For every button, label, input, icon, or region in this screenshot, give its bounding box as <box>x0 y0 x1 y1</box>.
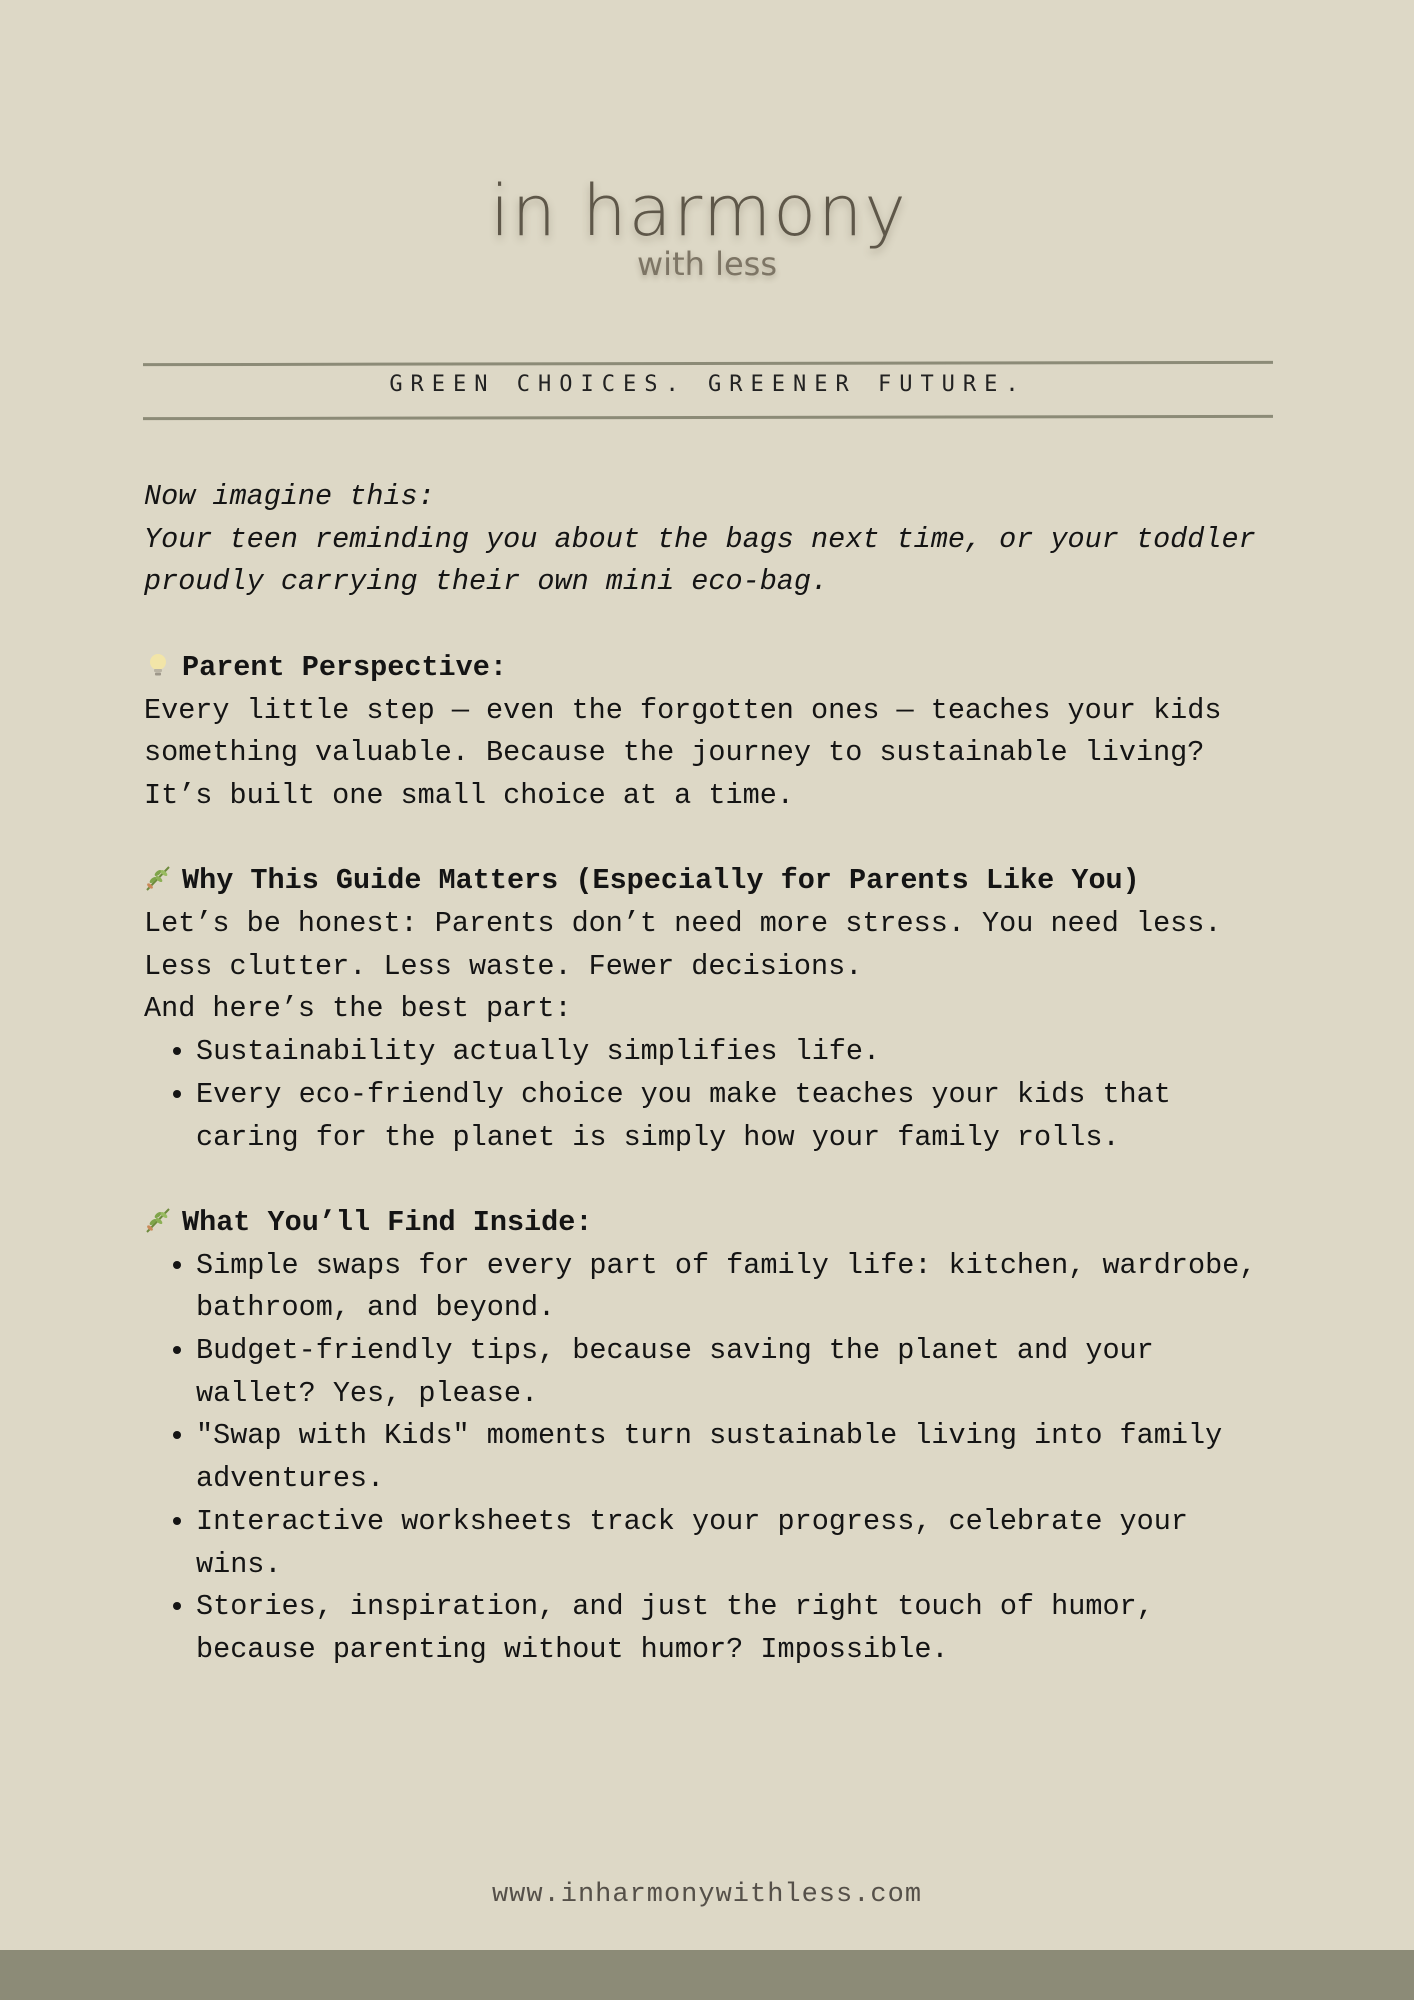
parent-perspective-body: Every little step — even the forgotten ones — teaches your kids something valuable. Because the journey to sustainable living? It’s built one small choice at a time. <box>144 693 1222 812</box>
lightbulb-icon <box>144 651 172 679</box>
list-item: • Stories, inspiration, and just the right touch of humor, because parenting without humor? Impossible. <box>196 1586 1284 1671</box>
intro-line-2: Your teen reminding you about the bags next time, or your toddler proudly carrying their own mini eco-bag. <box>144 522 1256 599</box>
parent-perspective-title: Parent Perspective: <box>182 650 507 684</box>
list-item: • Simple swaps for every part of family life: kitchen, wardrobe, bathroom, and beyond. <box>196 1245 1284 1330</box>
sprig-icon <box>144 864 172 892</box>
logo-title: in harmony <box>490 170 908 252</box>
why-matters-lead: And here’s the best part: <box>144 992 572 1026</box>
logo-subtitle: with less <box>637 245 777 283</box>
list-item: • Every eco-friendly choice you make teaches your kids that caring for the planet is simply how your family rolls. <box>196 1074 1284 1159</box>
list-item: • Interactive worksheets track your progress, celebrate your wins. <box>196 1501 1284 1586</box>
main-content <box>144 476 1284 1672</box>
inside-list <box>144 1245 1284 1672</box>
brand-logo <box>0 168 1414 282</box>
inside-title: What You’ll Find Inside: <box>182 1205 593 1239</box>
why-matters-body: Let’s be honest: Parents don’t need more stress. You need less. Less clutter. Less waste. Fewer decisions. <box>144 907 1222 983</box>
footer-bar <box>0 1950 1414 2000</box>
inside-heading <box>144 1202 1284 1245</box>
list-item: • "Swap with Kids" moments turn sustainable living into family adventures. <box>196 1415 1284 1500</box>
bottom-divider <box>143 415 1273 420</box>
intro-line-1: Now imagine this: <box>144 480 435 513</box>
list-item: • Sustainability actually simplifies life. <box>196 1031 1284 1074</box>
why-matters-list <box>144 1031 1284 1159</box>
list-item: • Budget-friendly tips, because saving the planet and your wallet? Yes, please. <box>196 1330 1284 1415</box>
tagline: GREEN CHOICES. GREENER FUTURE. <box>389 372 1027 397</box>
sprig-icon <box>144 1206 172 1234</box>
parent-perspective-heading <box>144 647 1284 690</box>
why-matters-heading <box>144 860 1284 903</box>
why-matters-title: Why This Guide Matters (Especially for Parents Like You) <box>182 864 1140 898</box>
footer-url: www.inharmonywithless.com <box>491 1880 923 1910</box>
top-divider <box>143 361 1273 366</box>
